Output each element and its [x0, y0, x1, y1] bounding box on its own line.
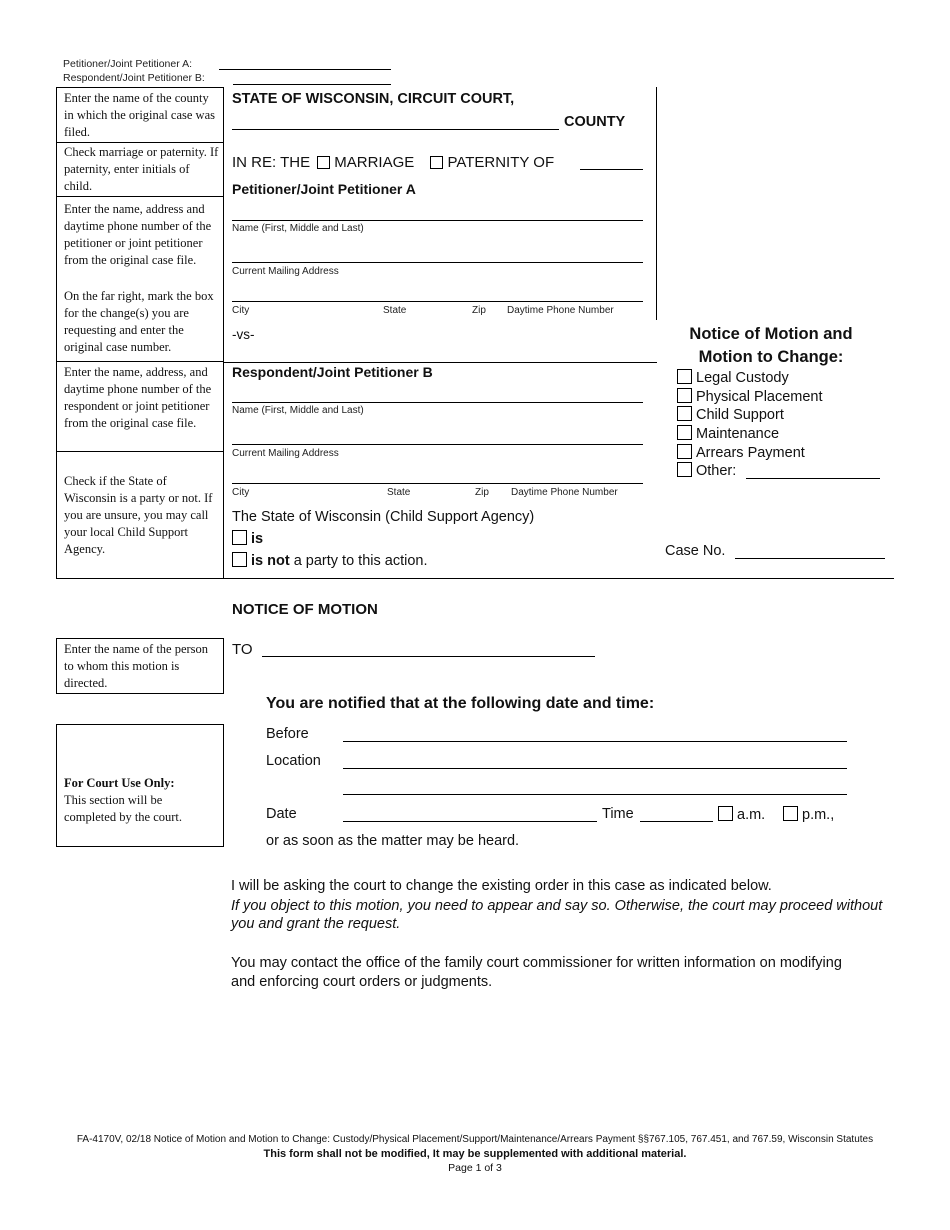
state-is-not-rest: a party to this action.: [289, 553, 428, 569]
to-label: TO: [232, 641, 253, 658]
location-field-2[interactable]: [343, 794, 847, 795]
respondent-city-label: City: [232, 487, 250, 498]
am-checkbox[interactable]: [718, 806, 733, 821]
versus-label: -vs-: [232, 327, 255, 342]
physical-placement-label: Physical Placement: [696, 389, 823, 405]
court-heading: STATE OF WISCONSIN, CIRCUIT COURT,: [232, 91, 515, 107]
respondent-name-field[interactable]: [232, 402, 643, 403]
caption-bottom-rule: [56, 578, 894, 579]
marriage-label: MARRIAGE: [334, 154, 415, 171]
petitioner-name-label: Name (First, Middle and Last): [232, 223, 364, 234]
instruction-respondent: Enter the name, address, and daytime phone number of the respondent or joint petitioner from the original case file.: [64, 365, 212, 430]
pm-label: p.m.,: [802, 807, 835, 823]
court-use-title: For Court Use Only:: [64, 776, 175, 790]
in-re-label: IN RE: THE: [232, 154, 311, 171]
date-label: Date: [266, 806, 297, 822]
before-field[interactable]: [343, 741, 847, 742]
respondent-heading: Respondent/Joint Petitioner B: [232, 364, 433, 380]
arrears-payment-label: Arrears Payment: [696, 445, 805, 461]
child-support-label: Child Support: [696, 407, 784, 423]
before-label: Before: [266, 726, 309, 742]
state-is-label: is: [251, 531, 264, 547]
arrears-payment-checkbox[interactable]: [677, 444, 692, 459]
respondent-phone-label: Daytime Phone Number: [511, 487, 618, 498]
notice-heading: NOTICE OF MOTION: [232, 601, 378, 618]
marriage-checkbox[interactable]: [317, 156, 330, 169]
instruction-marriage: Check marriage or paternity. If paternity, enter initials of child.: [64, 145, 219, 193]
petitioner-a-header-label: Petitioner/Joint Petitioner A:: [63, 58, 192, 70]
am-option[interactable]: [718, 806, 765, 823]
time-label: Time: [602, 806, 634, 822]
paternity-label: PATERNITY OF: [447, 154, 555, 171]
petitioner-zip-label: Zip: [472, 305, 486, 316]
state-party-intro: The State of Wisconsin (Child Support Agency): [232, 509, 535, 525]
state-is-not-label: is not: [251, 553, 290, 569]
time-field[interactable]: [640, 821, 713, 822]
option-maintenance[interactable]: [677, 425, 779, 442]
county-label: COUNTY: [564, 114, 626, 130]
paternity-checkbox[interactable]: [430, 156, 443, 169]
option-child-support[interactable]: [677, 406, 784, 423]
respondent-b-header-field[interactable]: [233, 84, 391, 85]
petitioner-city-field[interactable]: [232, 301, 643, 302]
respondent-name-label: Name (First, Middle and Last): [232, 405, 364, 416]
other-field[interactable]: [746, 478, 880, 479]
asking-text: I will be asking the court to change the existing order in this case as indicated below.: [231, 878, 772, 894]
footer-form-line: FA-4170V, 02/18 Notice of Motion and Motion to Change: Custody/Physical Placement/Support/Maintenance/Arrears Payment §§767.105, 767.451, and 767.59, Wisconsin Statutes: [76, 1134, 874, 1145]
to-field[interactable]: [262, 656, 595, 657]
case-no-field[interactable]: [735, 558, 885, 559]
motion-title-line2: Motion to Change:: [698, 348, 844, 366]
location-field[interactable]: [343, 768, 847, 769]
caption-divider: [656, 87, 657, 320]
am-label: a.m.: [737, 807, 766, 823]
respondent-b-header-label: Respondent/Joint Petitioner B:: [63, 72, 205, 84]
option-arrears-payment[interactable]: [677, 444, 805, 461]
instruction-far-right: On the far right, mark the box for the change(s) you are requesting and enter the original case number.: [64, 289, 214, 354]
state-is-checkbox[interactable]: [232, 530, 247, 545]
state-is-not-row: [232, 552, 428, 569]
other-checkbox[interactable]: [677, 462, 692, 477]
maintenance-label: Maintenance: [696, 426, 780, 442]
case-no-label: Case No.: [665, 543, 726, 559]
child-support-checkbox[interactable]: [677, 406, 692, 421]
date-field[interactable]: [343, 821, 597, 822]
location-label: Location: [266, 753, 321, 769]
petitioner-a-header-field[interactable]: [219, 69, 391, 70]
state-is-not-checkbox[interactable]: [232, 552, 247, 567]
option-legal-custody[interactable]: [677, 369, 789, 386]
petitioner-phone-label: Daytime Phone Number: [507, 305, 614, 316]
respondent-state-label: State: [387, 487, 411, 498]
maintenance-checkbox[interactable]: [677, 425, 692, 440]
soon-text: or as soon as the matter may be heard.: [266, 833, 520, 849]
footer-modified: This form shall not be modified, It may be supplemented with additional material.: [263, 1148, 687, 1160]
legal-custody-label: Legal Custody: [696, 370, 789, 386]
legal-custody-checkbox[interactable]: [677, 369, 692, 384]
notified-heading: You are notified that at the following date and time:: [266, 695, 655, 712]
petitioner-address-field[interactable]: [232, 262, 643, 263]
option-physical-placement[interactable]: [677, 388, 823, 405]
petitioner-address-label: Current Mailing Address: [232, 266, 339, 277]
instruction-county: Enter the name of the county in which the original case was filed.: [64, 91, 215, 139]
option-other[interactable]: [677, 462, 736, 479]
respondent-zip-label: Zip: [475, 487, 489, 498]
instruction-petitioner: Enter the name, address and daytime phone number of the petitioner or joint petitioner from the original case file.: [64, 202, 212, 267]
petitioner-heading: Petitioner/Joint Petitioner A: [232, 181, 416, 197]
state-is-row: [232, 530, 263, 547]
pm-option[interactable]: [783, 806, 834, 823]
instruction-state-party: Check if the State of Wisconsin is a party or not. If you are unsure, you may call your local Child Support Agency.: [64, 474, 213, 556]
respondent-address-field[interactable]: [232, 444, 643, 445]
respondent-address-label: Current Mailing Address: [232, 448, 339, 459]
in-re-line: [232, 154, 554, 171]
physical-placement-checkbox[interactable]: [677, 388, 692, 403]
pm-checkbox[interactable]: [783, 806, 798, 821]
footer-page: Page 1 of 3: [448, 1162, 502, 1174]
paternity-initials-field[interactable]: [580, 169, 643, 170]
respondent-city-field[interactable]: [232, 483, 643, 484]
motion-title-line1: Notice of Motion and: [689, 325, 853, 343]
petitioner-city-label: City: [232, 305, 250, 316]
object-text: If you object to this motion, you need to appear and say so. Otherwise, the court may proceed without you and grant the request.: [231, 898, 883, 932]
court-use-body: This section will be completed by the court.: [64, 793, 183, 824]
contact-text: You may contact the office of the family court commissioner for written information on modifying and enforcing court orders or judgments.: [231, 955, 842, 990]
instruction-to-person: Enter the name of the person to whom this motion is directed.: [64, 642, 209, 690]
county-field[interactable]: [232, 129, 559, 130]
other-label: Other:: [696, 463, 737, 479]
petitioner-state-label: State: [383, 305, 407, 316]
petitioner-name-field[interactable]: [232, 220, 643, 221]
